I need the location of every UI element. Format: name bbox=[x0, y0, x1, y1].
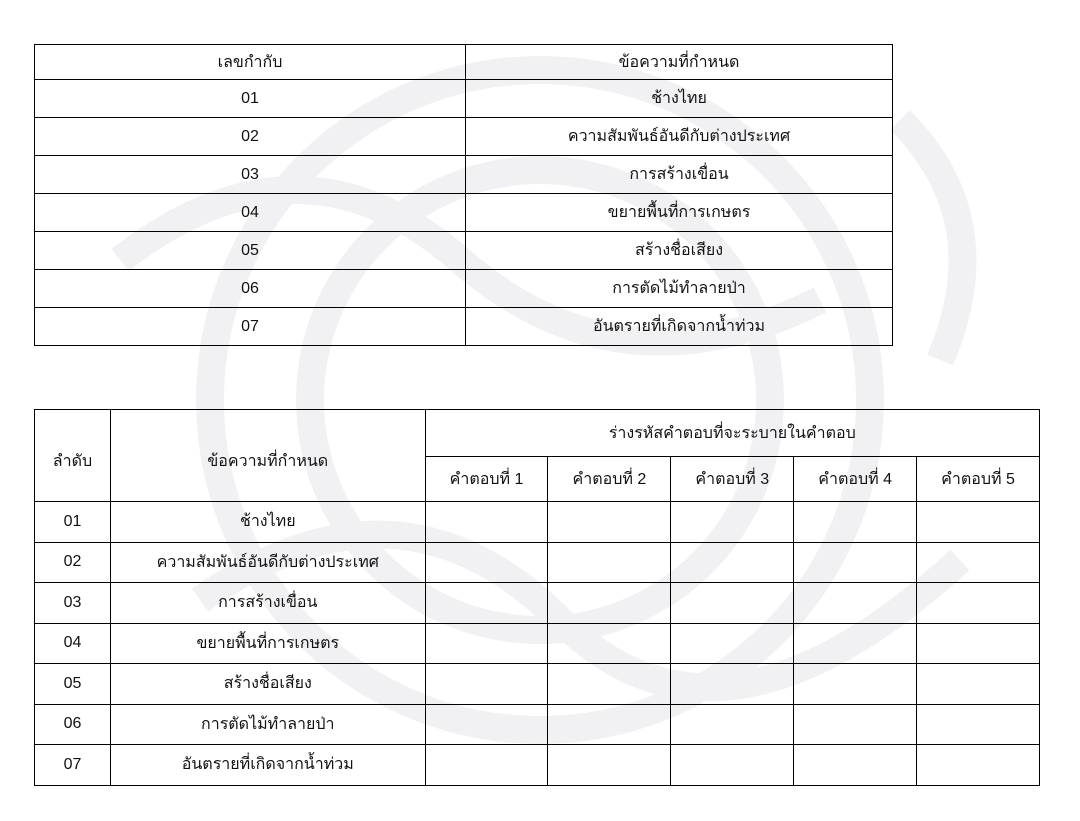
order-cell: 03 bbox=[35, 583, 111, 624]
answer-cell[interactable] bbox=[671, 704, 794, 745]
order-cell: 05 bbox=[35, 664, 111, 705]
answer-cell[interactable] bbox=[671, 502, 794, 543]
code-cell: 01 bbox=[35, 80, 466, 118]
table-row bbox=[35, 623, 1040, 664]
text-cell: ช้างไทย bbox=[466, 80, 893, 118]
answer-cell[interactable] bbox=[548, 502, 671, 543]
answer-cell[interactable] bbox=[917, 664, 1040, 705]
answer-cell[interactable] bbox=[671, 623, 794, 664]
answer-cell[interactable] bbox=[917, 502, 1040, 543]
answer-cell[interactable] bbox=[917, 623, 1040, 664]
answer-cell[interactable] bbox=[548, 623, 671, 664]
order-cell: 01 bbox=[35, 502, 111, 543]
order-cell: 06 bbox=[35, 704, 111, 745]
order-cell: 07 bbox=[35, 745, 111, 786]
text-cell: สร้างชื่อเสียง bbox=[110, 664, 425, 705]
answer-cell[interactable] bbox=[671, 664, 794, 705]
table-header-row bbox=[35, 45, 893, 80]
answer-cell[interactable] bbox=[425, 745, 548, 786]
table-row bbox=[35, 232, 893, 270]
text-cell: การสร้างเขื่อน bbox=[110, 583, 425, 624]
answer-cell[interactable] bbox=[425, 502, 548, 543]
header-answer-group: ร่างรหัสคำตอบที่จะระบายในคำตอบ bbox=[425, 410, 1039, 457]
table-row bbox=[35, 502, 1040, 543]
answer-cell[interactable] bbox=[917, 704, 1040, 745]
answer-cell[interactable] bbox=[548, 745, 671, 786]
text-cell: การตัดไม้ทำลายป่า bbox=[110, 704, 425, 745]
header-answer-5: คำตอบที่ 5 bbox=[917, 457, 1040, 502]
table-header-row bbox=[35, 410, 1040, 457]
answer-cell[interactable] bbox=[794, 583, 917, 624]
text-cell: ขยายพื้นที่การเกษตร bbox=[466, 194, 893, 232]
text-cell: อันตรายที่เกิดจากน้ำท่วม bbox=[466, 308, 893, 346]
answer-cell[interactable] bbox=[425, 542, 548, 583]
header-answer-4: คำตอบที่ 4 bbox=[794, 457, 917, 502]
answer-cell[interactable] bbox=[794, 623, 917, 664]
answer-cell[interactable] bbox=[425, 623, 548, 664]
code-cell: 05 bbox=[35, 232, 466, 270]
answer-cell[interactable] bbox=[671, 745, 794, 786]
table-row bbox=[35, 118, 893, 156]
text-cell: ขยายพื้นที่การเกษตร bbox=[110, 623, 425, 664]
answer-cell[interactable] bbox=[671, 542, 794, 583]
answer-cell[interactable] bbox=[794, 502, 917, 543]
text-cell: ช้างไทย bbox=[110, 502, 425, 543]
answer-cell[interactable] bbox=[917, 745, 1040, 786]
answer-cell[interactable] bbox=[425, 704, 548, 745]
text-cell: การสร้างเขื่อน bbox=[466, 156, 893, 194]
code-cell: 04 bbox=[35, 194, 466, 232]
table-row bbox=[35, 664, 1040, 705]
table-row bbox=[35, 194, 893, 232]
table-row bbox=[35, 704, 1040, 745]
answer-cell[interactable] bbox=[917, 583, 1040, 624]
code-cell: 07 bbox=[35, 308, 466, 346]
table-row bbox=[35, 745, 1040, 786]
answer-cell[interactable] bbox=[794, 745, 917, 786]
code-table bbox=[34, 44, 893, 346]
header-order: ลำดับ bbox=[35, 410, 111, 502]
table-row bbox=[35, 542, 1040, 583]
answer-cell[interactable] bbox=[794, 542, 917, 583]
answer-cell[interactable] bbox=[548, 583, 671, 624]
answer-cell[interactable] bbox=[548, 542, 671, 583]
text-cell: การตัดไม้ทำลายป่า bbox=[466, 270, 893, 308]
answer-cell[interactable] bbox=[548, 704, 671, 745]
header-text: ข้อความที่กำหนด bbox=[466, 45, 893, 80]
order-cell: 02 bbox=[35, 542, 111, 583]
header-answer-2: คำตอบที่ 2 bbox=[548, 457, 671, 502]
answer-cell[interactable] bbox=[794, 664, 917, 705]
answer-cell[interactable] bbox=[917, 542, 1040, 583]
code-cell: 02 bbox=[35, 118, 466, 156]
answer-cell[interactable] bbox=[425, 583, 548, 624]
answer-cell[interactable] bbox=[794, 704, 917, 745]
text-cell: ความสัมพันธ์อันดีกับต่างประเทศ bbox=[110, 542, 425, 583]
code-cell: 06 bbox=[35, 270, 466, 308]
answer-code-table bbox=[34, 409, 1040, 786]
header-answer-1: คำตอบที่ 1 bbox=[425, 457, 548, 502]
answer-cell[interactable] bbox=[548, 664, 671, 705]
table-row bbox=[35, 270, 893, 308]
text-cell: อันตรายที่เกิดจากน้ำท่วม bbox=[110, 745, 425, 786]
table-row bbox=[35, 308, 893, 346]
answer-cell[interactable] bbox=[425, 664, 548, 705]
order-cell: 04 bbox=[35, 623, 111, 664]
text-cell: ความสัมพันธ์อันดีกับต่างประเทศ bbox=[466, 118, 893, 156]
table-row bbox=[35, 80, 893, 118]
header-text: ข้อความที่กำหนด bbox=[110, 410, 425, 502]
code-cell: 03 bbox=[35, 156, 466, 194]
table-row bbox=[35, 156, 893, 194]
table-row bbox=[35, 583, 1040, 624]
answer-cell[interactable] bbox=[671, 583, 794, 624]
text-cell: สร้างชื่อเสียง bbox=[466, 232, 893, 270]
header-answer-3: คำตอบที่ 3 bbox=[671, 457, 794, 502]
header-code: เลขกำกับ bbox=[35, 45, 466, 80]
